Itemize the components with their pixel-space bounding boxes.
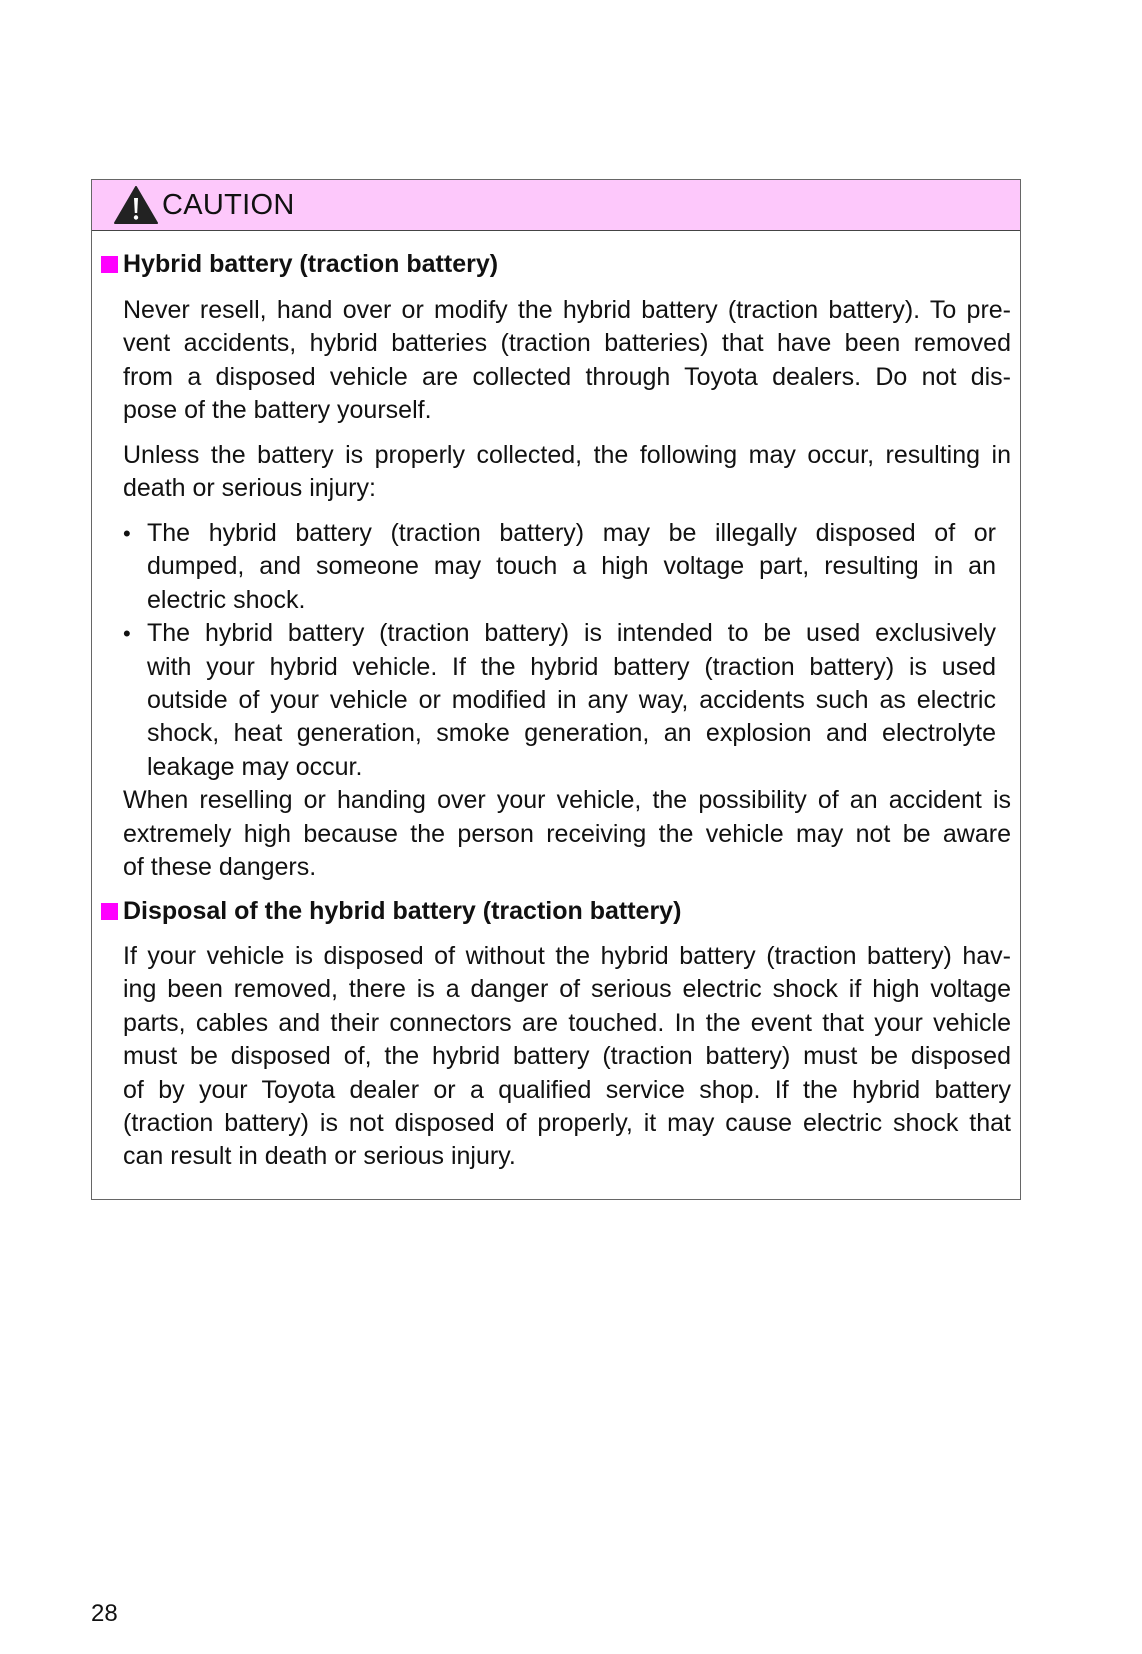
paragraph xyxy=(123,940,1011,1174)
bullet-item xyxy=(123,617,996,784)
section-heading xyxy=(101,895,681,928)
text-line: with your hybrid vehicle. If the hybrid battery (traction battery) is used xyxy=(147,652,996,681)
text-line: extremely high because the person receiving the vehicle may not be aware xyxy=(123,819,1011,848)
section-heading xyxy=(101,248,498,281)
paragraph xyxy=(123,784,1011,884)
paragraph xyxy=(123,294,1011,428)
text-line: outside of your vehicle or modified in any way, accidents such as electric xyxy=(147,685,996,714)
section-heading-text: Hybrid battery (traction battery) xyxy=(123,250,499,278)
text-line: of by your Toyota dealer or a qualified service shop. If the hybrid battery xyxy=(123,1075,1011,1104)
text-line: death or serious injury: xyxy=(123,474,376,503)
section-heading-text: Disposal of the hybrid battery (traction battery) xyxy=(123,897,682,925)
text-line: Never resell, hand over or modify the hybrid battery (traction battery). To pre- xyxy=(123,296,1011,324)
bullet-icon: • xyxy=(123,621,131,647)
text-line: vent accidents, hybrid batteries (traction batteries) that have been removed xyxy=(123,329,1011,358)
text-line: from a disposed vehicle are collected through Toyota dealers. Do not dis- xyxy=(123,362,1011,391)
text-line: can result in death or serious injury. xyxy=(123,1142,516,1171)
text-line: (traction battery) is not disposed of properly, it may cause electric shock that xyxy=(123,1108,1011,1137)
caution-box xyxy=(91,179,1021,1200)
caution-title: CAUTION xyxy=(162,188,295,221)
section-marker-icon xyxy=(101,256,118,273)
bullet-icon: • xyxy=(123,521,131,546)
text-line: parts, cables and their connectors are touched. In the event that your vehicle xyxy=(123,1008,1011,1037)
caution-header xyxy=(92,180,1020,231)
section-marker-icon xyxy=(101,903,118,920)
text-line: When reselling or handing over your vehicle, the possibility of an accident is xyxy=(123,786,1011,815)
text-line: pose of the battery yourself. xyxy=(123,396,432,425)
text-line: The hybrid battery (traction battery) may be illegally disposed of or xyxy=(147,519,996,547)
text-line: of these dangers. xyxy=(123,852,317,881)
text-line: The hybrid battery (traction battery) is intended to be used exclusively xyxy=(147,619,996,648)
bullet-item xyxy=(123,517,996,617)
text-line: leakage may occur. xyxy=(147,752,363,781)
text-line: dumped, and someone may touch a high voltage part, resulting in an xyxy=(147,552,996,581)
page-number: 28 xyxy=(91,1600,118,1627)
paragraph xyxy=(123,439,1011,506)
text-line: must be disposed of, the hybrid battery (traction battery) must be disposed xyxy=(123,1042,1011,1071)
text-line: electric shock. xyxy=(147,585,306,614)
text-line: If your vehicle is disposed of without the hybrid battery (traction battery) hav- xyxy=(123,942,1011,970)
warning-triangle-icon xyxy=(114,186,158,224)
text-line: ing been removed, there is a danger of serious electric shock if high voltage xyxy=(123,975,1011,1004)
text-line: Unless the battery is properly collected, the following may occur, resulting in xyxy=(123,441,1011,469)
text-line: shock, heat generation, smoke generation, an explosion and electrolyte xyxy=(147,719,996,748)
